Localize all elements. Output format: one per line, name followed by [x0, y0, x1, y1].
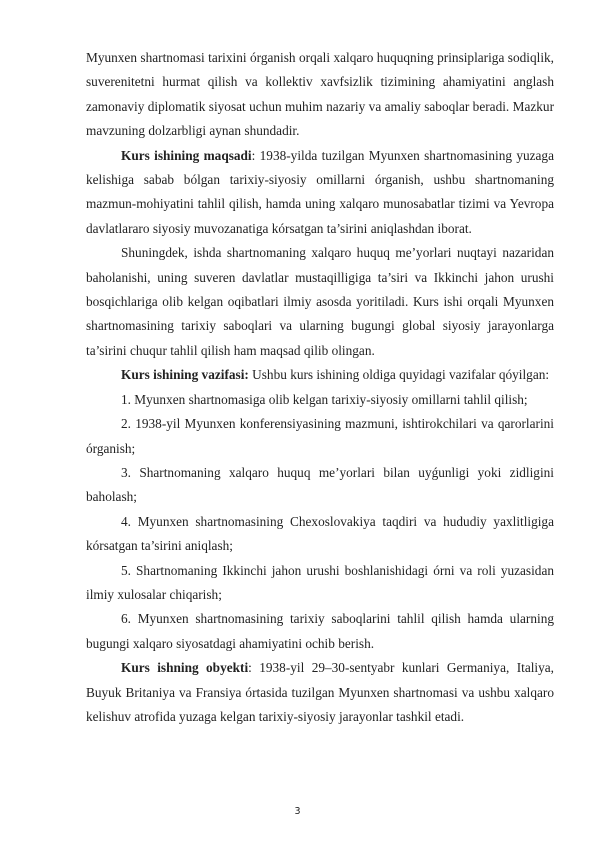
task-item-2: 2. 1938-yil Myunxen konferensiyasining mazmuni, ishtirokchilari va qarorlarini órganish;	[86, 416, 554, 456]
additional-goal-paragraph: Shuningdek, ishda shartnomaning xalqaro huquq me’yorlari nuqtayi nazaridan baholanishi, uning suveren davlatlar mustaqilligiga ta’siri va Ikkinchi jahon urushi bosqichlariga olib kelgan oqibatlari ilmiy asosda yoritiladi. Kurs ishi orqali Myunxen shartnomasining tarixiy saboqlari va ularning bugungi global siyosiy jarayonlarga ta’sirini chuqur tahlil qilish ham maqsad qilib olingan.	[86, 245, 554, 358]
object-label: Kurs ishning obyekti	[121, 660, 249, 676]
task-item-1: 1. Myunxen shartnomasiga olib kelgan tarixiy-siyosiy omillarni tahlil qilish;	[121, 391, 528, 407]
goal-text: : 1938-yilda tuzilgan Myunxen shartnomasining yuzaga kelishiga sabab bólgan tarixiy-siyosiy omillarni órganish, ushbu shartnomaning mazmun-mohiyatini tahlil qilish, hamda uning xalqaro munosabatlar tizimi va Yevropa davlatlararo siyosiy muvozanatiga kórsatgan ta’sirini aniqlashdan iborat.	[86, 147, 554, 236]
task-item-3: 3. Shartnomaning xalqaro huquq me’yorlari bilan uyǵunligi yoki zidligini baholash;	[86, 464, 554, 505]
object-text: : 1938-yil 29–30-sentyabr kunlari Germaniya, Italiya, Buyuk Britaniya va Fransiya órtasida tuzilgan Myunxen shartnomasi va ushbu xalqaro kelishuv atrofida yuzaga kelgan tarixiy-siyosiy jarayonlar tashkil etadi.	[86, 660, 554, 724]
object-paragraph	[86, 656, 554, 729]
task-item-5: 5. Shartnomaning Ikkinchi jahon urushi boshlanishidagi órni va roli yuzasidan ilmiy xulosalar chiqarish;	[86, 562, 554, 602]
tasks-paragraph	[86, 363, 554, 387]
page-number: 3	[294, 806, 301, 817]
intro-paragraph: Myunxen shartnomasi tarixini órganish orqali xalqaro huquqning prinsiplariga sodiqlik, suverenitetni hurmat qilish va kollektiv xavfsizlik tizimining ahamiyatini anglash zamonaviy diplomatik siyosat uchun muhim nazariy va amaliy saboqlar beradi. Mazkur mavzuning dolzarbligi aynan shundadir.	[86, 50, 554, 139]
tasks-text: Ushbu kurs ishining oldiga quyidagi vazifalar qóyilgan:	[248, 367, 550, 383]
tasks-label: Kurs ishining vazifasi:	[121, 367, 249, 383]
task-item-6: 6. Myunxen shartnomasining tarixiy saboqlarini tahlil qilish hamda ularning bugungi xalqaro siyosatdagi ahamiyatini ochib berish.	[86, 611, 554, 651]
document-body	[86, 46, 554, 729]
goal-paragraph	[86, 144, 554, 242]
goal-label: Kurs ishining maqsadi	[121, 147, 252, 163]
task-item-4: 4. Myunxen shartnomasining Chexoslovakiya taqdiri va hududiy yaxlitligiga kórsatgan ta’sirini aniqlash;	[86, 513, 554, 554]
